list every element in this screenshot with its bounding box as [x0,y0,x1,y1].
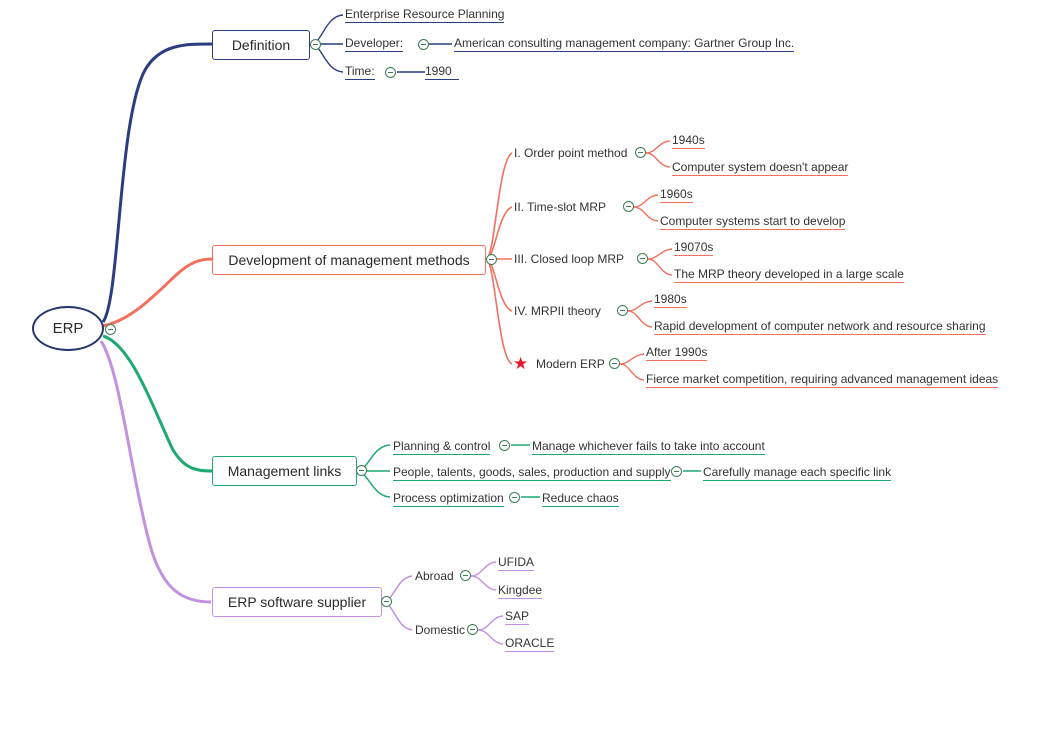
node-developer[interactable] [345,34,403,52]
node-mrpii-theory-label: IV. MRPII theory [514,304,601,318]
node-oracle-label: ORACLE [505,636,555,650]
node-definition[interactable] [212,30,310,60]
node-computer-systems-start-to-develop-label: Computer systems start to develop [660,214,846,228]
root-node-label: ERP [52,320,84,337]
node-rapid-development-computer-network[interactable] [654,317,986,335]
node-closed-loop-mrp[interactable] [514,251,624,267]
node-order-point-method-label: I. Order point method [514,146,628,160]
node-fierce-market-competition-label: Fierce market competition, requiring advanced management ideas [646,372,999,386]
node-after-1990s-label: After 1990s [646,345,708,359]
node-time-value[interactable] [425,62,459,80]
node-development-of-management-methods[interactable] [212,245,486,275]
node-kingdee[interactable] [498,581,542,599]
node-computer-system-doesnt-appear[interactable] [672,158,848,176]
node-after-1990s[interactable] [646,343,707,361]
node-erp-software-supplier-label: ERP software supplier [227,594,367,610]
node-domestic-label: Domestic [415,623,466,637]
node-time-label: Time: [345,64,375,78]
node-developer-value[interactable] [454,34,794,52]
root-node[interactable] [32,306,104,351]
node-mrpii-theory[interactable] [514,303,601,319]
node-process-optimization-label: Process optimization [393,491,504,505]
node-management-links[interactable] [212,456,357,486]
node-modern-erp-label: Modern ERP [536,357,605,371]
node-ufida-label: UFIDA [498,555,534,569]
node-closed-loop-mrp-label: III. Closed loop MRP [514,252,625,266]
node-sap-label: SAP [505,609,530,623]
node-carefully-manage-each-link-label: Carefully manage each specific link [703,465,892,479]
node-development-label: Development of management methods [228,252,470,268]
developer-collapse-toggle[interactable] [418,39,429,50]
node-sap[interactable] [505,607,529,625]
node-manage-whichever-fails-label: Manage whichever fails to take into account [532,439,765,453]
node-mrp-theory-developed[interactable] [674,265,904,283]
people-talents-collapse-toggle[interactable] [671,466,682,477]
node-people-talents-goods-label: People, talents, goods, sales, production and supply [393,465,671,479]
node-planning-and-control-label: Planning & control [393,439,491,453]
node-abroad-label: Abroad [415,569,454,583]
node-1960s-label: 1960s [660,187,693,201]
node-ufida[interactable] [498,553,534,571]
node-manage-whichever-fails[interactable] [532,437,765,455]
development-collapse-toggle[interactable] [486,254,497,265]
node-mrp-theory-developed-label: The MRP theory developed in a large scale [674,267,904,281]
process-optimization-collapse-toggle[interactable] [509,492,520,503]
node-abroad[interactable] [415,568,454,584]
node-developer-value-label: American consulting management company: Gartner Group Inc. [454,36,795,50]
node-kingdee-label: Kingdee [498,583,543,597]
node-process-optimization[interactable] [393,489,504,507]
node-time-slot-mrp-label: II. Time-slot MRP [514,200,607,214]
node-1980s-label: 1980s [654,292,687,306]
time-collapse-toggle[interactable] [385,67,396,78]
node-developer-label: Developer: [345,36,404,50]
management-links-collapse-toggle[interactable] [356,465,367,476]
node-management-links-label: Management links [227,463,342,479]
mrpii-theory-collapse-toggle[interactable] [617,305,628,316]
node-erp-software-supplier[interactable] [212,587,382,617]
node-planning-and-control[interactable] [393,437,490,455]
closed-loop-mrp-collapse-toggle[interactable] [637,253,648,264]
node-definition-label: Definition [231,37,291,53]
node-people-talents-goods[interactable] [393,463,671,481]
node-enterprise-resource-planning[interactable] [345,5,504,23]
node-rapid-development-computer-network-label: Rapid development of computer network and resource sharing [654,319,986,333]
supplier-collapse-toggle[interactable] [381,596,392,607]
node-1940s[interactable] [672,131,705,149]
star-icon: ★ [513,354,529,373]
domestic-collapse-toggle[interactable] [467,624,478,635]
node-order-point-method[interactable] [514,145,627,161]
time-slot-mrp-collapse-toggle[interactable] [623,201,634,212]
root-collapse-toggle[interactable] [105,324,116,335]
node-1960s[interactable] [660,185,693,203]
node-1980s[interactable] [654,290,687,308]
node-19070s-label: 19070s [674,240,714,254]
node-time-value-label: 1990 [425,64,452,78]
node-time[interactable] [345,62,375,80]
node-19070s[interactable] [674,238,713,256]
definition-collapse-toggle[interactable] [310,39,321,50]
node-carefully-manage-each-link[interactable] [703,463,891,481]
order-point-method-collapse-toggle[interactable] [635,147,646,158]
node-time-slot-mrp[interactable] [514,199,606,215]
node-reduce-chaos-label: Reduce chaos [542,491,619,505]
node-fierce-market-competition[interactable] [646,370,998,388]
modern-erp-collapse-toggle[interactable] [609,358,620,369]
node-modern-erp[interactable] [536,356,605,372]
planning-control-collapse-toggle[interactable] [499,440,510,451]
node-domestic[interactable] [415,622,465,638]
node-computer-systems-start-to-develop[interactable] [660,212,845,230]
node-oracle[interactable] [505,634,554,652]
node-computer-system-doesnt-appear-label: Computer system doesn't appear [672,160,849,174]
node-enterprise-resource-planning-label: Enterprise Resource Planning [345,7,505,21]
abroad-collapse-toggle[interactable] [460,570,471,581]
node-reduce-chaos[interactable] [542,489,619,507]
node-1940s-label: 1940s [672,133,705,147]
